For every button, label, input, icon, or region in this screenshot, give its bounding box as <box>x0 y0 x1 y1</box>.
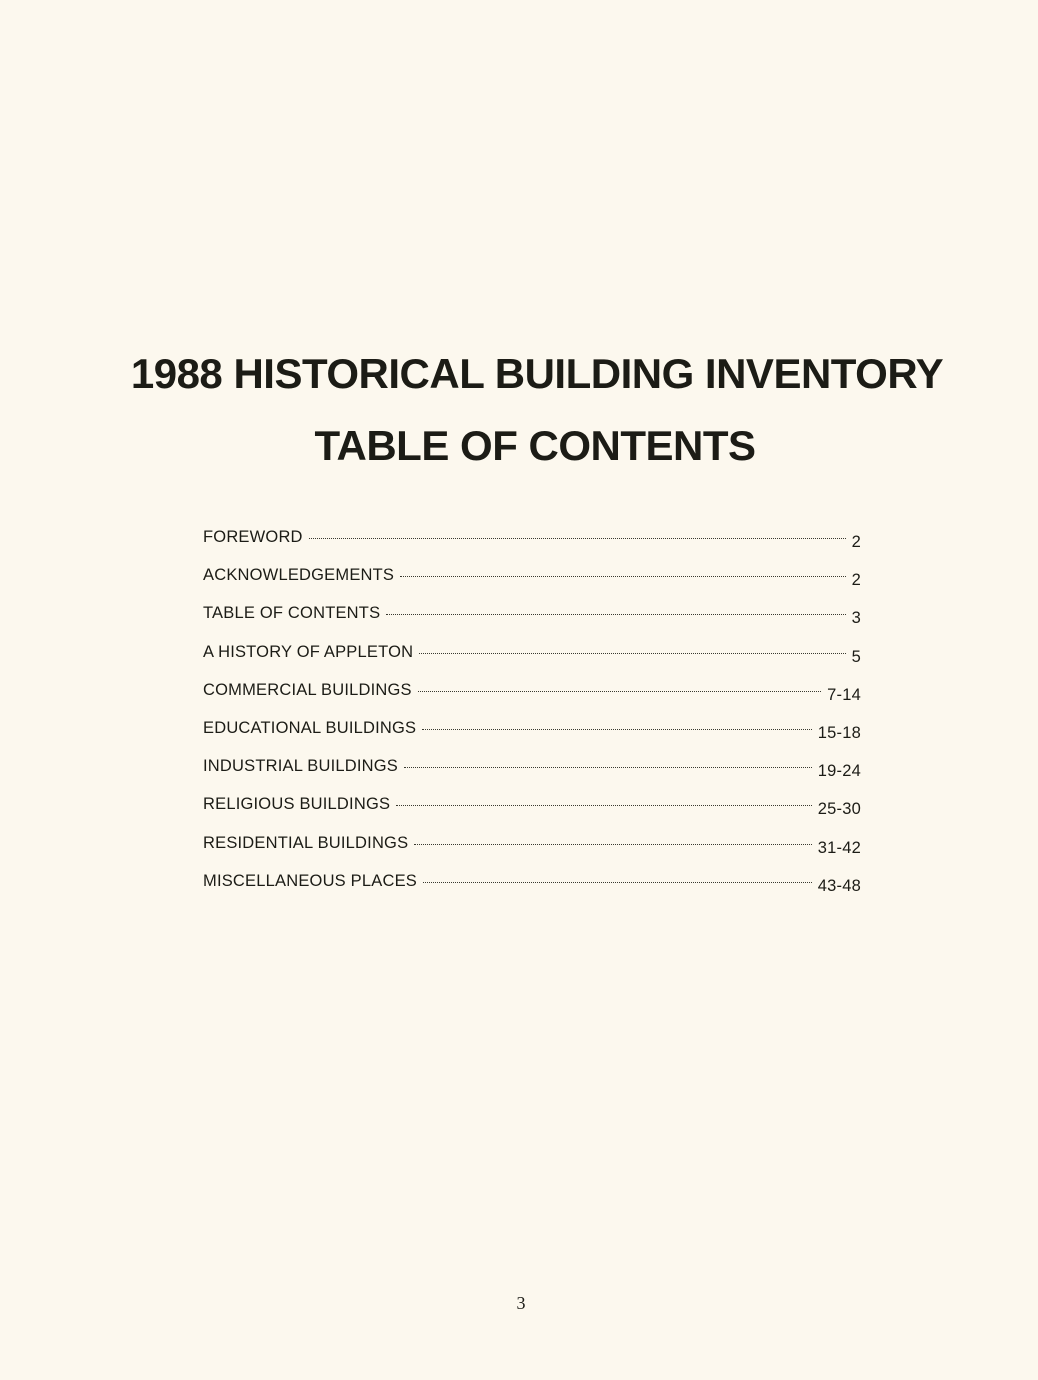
toc-entry-foreword <box>203 528 861 566</box>
toc-entry-label: MISCELLANEOUS PLACES <box>203 871 417 890</box>
dot-leader <box>418 691 821 692</box>
toc-list <box>203 528 861 910</box>
dot-leader <box>414 844 811 845</box>
toc-entry-page: 19-24 <box>817 762 861 781</box>
dot-leader <box>422 729 812 730</box>
toc-entry-label: RELIGIOUS BUILDINGS <box>203 795 391 814</box>
dot-leader <box>386 614 845 615</box>
toc-entry-educational <box>203 719 861 757</box>
toc-entry-religious <box>203 795 861 833</box>
dot-leader <box>400 576 845 577</box>
toc-entry-label: TABLE OF CONTENTS <box>203 604 381 623</box>
toc-entry-page: 2 <box>851 533 861 551</box>
toc-heading: TABLE OF CONTENTS <box>314 422 756 469</box>
toc-entry-label: FOREWORD <box>203 528 303 546</box>
toc-entry-commercial <box>203 681 861 719</box>
toc-entry-page: 31-42 <box>817 838 861 857</box>
toc-entry-label: EDUCATIONAL BUILDINGS <box>203 718 417 737</box>
toc-entry-page: 43-48 <box>817 876 861 895</box>
dot-leader <box>419 653 845 654</box>
toc-entry-page: 3 <box>851 609 861 628</box>
toc-entry-industrial <box>203 757 861 795</box>
document-title: 1988 HISTORICAL BUILDING INVENTORY <box>130 350 944 397</box>
toc-entry-label: A HISTORY OF APPLETON <box>203 642 414 661</box>
toc-entry-label: COMMERCIAL BUILDINGS <box>203 680 412 699</box>
toc-entry-miscellaneous <box>203 872 861 910</box>
toc-entry-label: RESIDENTIAL BUILDINGS <box>203 833 409 852</box>
toc-entry-acknowledgements <box>203 566 861 604</box>
dot-leader <box>309 538 846 539</box>
toc-entry-page: 15-18 <box>817 723 861 742</box>
page-number: 3 <box>516 1293 526 1313</box>
dot-leader <box>396 805 812 806</box>
dot-leader <box>423 882 812 883</box>
toc-entry-residential <box>203 834 861 872</box>
toc-entry-history <box>203 643 861 681</box>
toc-entry-label: ACKNOWLEDGEMENTS <box>203 566 395 585</box>
toc-entry-page: 7-14 <box>827 685 861 704</box>
toc-entry-label: INDUSTRIAL BUILDINGS <box>203 757 399 776</box>
dot-leader <box>404 767 812 768</box>
toc-entry-page: 2 <box>851 571 861 590</box>
toc-entry-page: 5 <box>851 647 861 666</box>
toc-entry-page: 25-30 <box>817 800 861 819</box>
toc-entry-table-of-contents <box>203 604 861 642</box>
